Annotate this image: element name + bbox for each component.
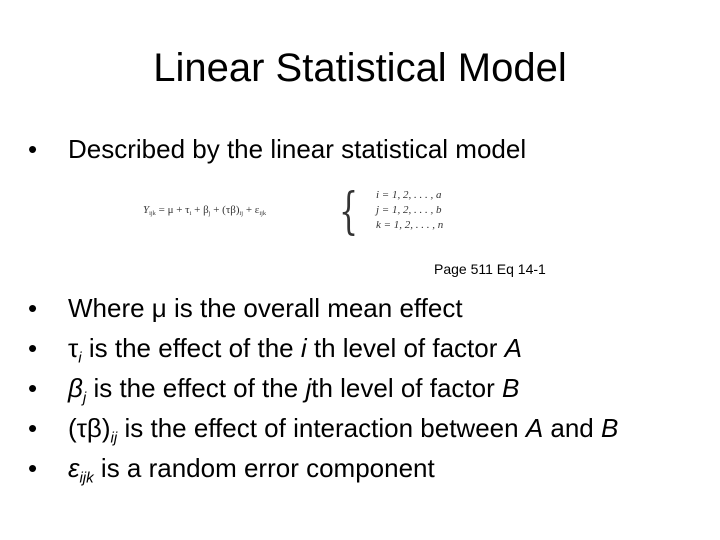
- mu-text: Where μ is the overall mean effect: [68, 293, 463, 323]
- beta-text: [68, 372, 519, 414]
- eq-tau-sub: i: [189, 210, 192, 218]
- interaction-factor-b: B: [600, 413, 619, 443]
- intro-text: Described by the linear statistical model: [68, 134, 527, 164]
- eq-lhs-sub: ijk: [149, 210, 156, 218]
- beta-factor: B: [501, 373, 520, 403]
- case-j: j = 1, 2, . . . , b: [376, 204, 442, 216]
- eq-taubeta-sub: ij: [239, 210, 244, 218]
- bullet-dot: •: [28, 373, 38, 403]
- equation-cases: [376, 188, 443, 233]
- tau-italic-i: i: [300, 333, 307, 363]
- bullet-dot: •: [28, 453, 38, 483]
- epsilon-sub: ijk: [79, 469, 94, 487]
- interaction-sub: ij: [110, 429, 118, 447]
- beta-italic-j: j: [305, 373, 312, 403]
- eq-taubeta: + (τβ): [210, 204, 240, 216]
- beta-text-a: is the effect of the: [86, 373, 306, 403]
- epsilon-symbol: ε: [68, 453, 80, 483]
- eq-eps: + ε: [243, 204, 260, 216]
- tau-sub: i: [78, 349, 82, 367]
- beta-sub: j: [82, 389, 87, 407]
- equation-brace: {: [339, 182, 359, 240]
- equation-reference: Page 511 Eq 14-1: [434, 261, 546, 277]
- tau-text-b: th level of factor: [306, 333, 505, 363]
- bullet-dot: •: [28, 134, 38, 164]
- eq-mu-tau: = μ + τ: [155, 204, 190, 216]
- interaction-symbol: (τβ): [68, 413, 111, 443]
- tau-factor: A: [504, 333, 522, 363]
- eq-beta: + β: [191, 204, 209, 216]
- case-i: i = 1, 2, . . . , a: [376, 189, 442, 201]
- tau-text: [68, 332, 522, 374]
- eq-eps-sub: ijk: [259, 210, 267, 218]
- epsilon-text: [68, 452, 435, 494]
- beta-text-b: th level of factor: [311, 373, 502, 403]
- interaction-and: and: [543, 413, 601, 443]
- interaction-text-a: is the effect of interaction between: [117, 413, 526, 443]
- eq-lhs: Y: [143, 204, 150, 216]
- bullet-dot: •: [28, 333, 38, 363]
- slide-title: Linear Statistical Model: [153, 46, 567, 90]
- interaction-factor-a: A: [525, 413, 544, 443]
- tau-text-a: is the effect of the: [81, 333, 301, 363]
- bullet-dot: •: [28, 413, 38, 443]
- model-equation: [143, 182, 444, 240]
- bullet-dot: •: [28, 293, 38, 323]
- eq-beta-sub: j: [208, 210, 211, 218]
- beta-symbol: β: [68, 373, 83, 403]
- tau-symbol: τ: [68, 333, 79, 363]
- equation-main: [143, 204, 266, 217]
- epsilon-text-rest: is a random error component: [93, 453, 435, 483]
- case-k: k = 1, 2, . . . , n: [376, 219, 444, 231]
- interaction-text: [68, 412, 618, 454]
